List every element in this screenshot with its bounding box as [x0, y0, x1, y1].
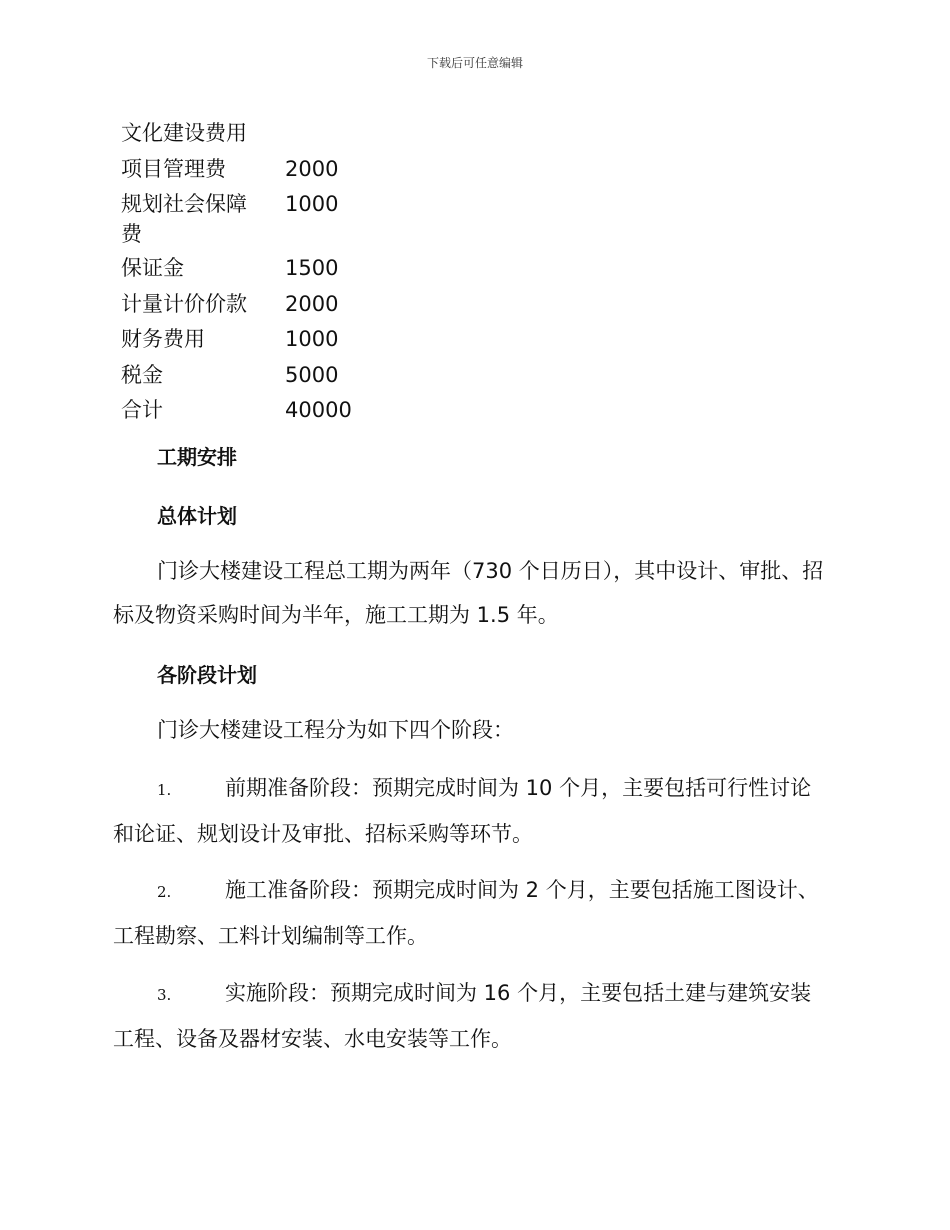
cost-value: 2000: [285, 156, 339, 181]
cost-value: 2000: [285, 291, 339, 316]
cost-table-title-row: [121, 116, 381, 152]
cost-row: [121, 287, 381, 323]
page-header: 下载后可任意编辑: [426, 56, 523, 70]
cost-name: 财务费用: [121, 327, 205, 351]
section-heading-schedule: 工期安排: [157, 445, 237, 469]
phase-text: 施工准备阶段：预期完成时间为 2 个月，主要包括施工图设计、工程勘察、工料计划编制等工作。: [113, 878, 819, 948]
cost-table-title: 文化建设费用: [121, 121, 247, 145]
phase-number: 1.: [157, 781, 172, 799]
cost-value: 1000: [285, 327, 339, 351]
cost-row: [121, 358, 381, 394]
phase-number: 3.: [157, 986, 172, 1004]
cost-table: [121, 116, 381, 429]
cost-name: 计量计价价款: [121, 291, 247, 316]
cost-row: [121, 251, 381, 287]
phase-intro-paragraph: 门诊大楼建设工程分为如下四个阶段：: [157, 718, 514, 742]
phase-text: 前期准备阶段：预期完成时间为 10 个月，主要包括可行性讨论和论证、规划设计及审批、招标采购等环节。: [113, 776, 812, 846]
cost-row: [121, 322, 381, 358]
overall-paragraph: 门诊大楼建设工程总工期为两年（730 个日历日），其中设计、审批、招标及物资采购时间为半年，施工工期为 1.5 年。: [113, 559, 824, 627]
section-heading-overall: 总体计划: [157, 504, 237, 528]
phase-text: 实施阶段：预期完成时间为 16 个月，主要包括土建与建筑安装工程、设备及器材安装、水电安装等工作。: [113, 981, 812, 1051]
cost-name: 保证金: [121, 256, 184, 280]
phase-list-item: [113, 868, 828, 958]
phase-list-item: [113, 766, 828, 856]
cost-row: [121, 187, 381, 251]
cost-name: 规划社会保障费: [121, 192, 247, 246]
cost-name: 项目管理费: [121, 156, 226, 181]
cost-row: [121, 152, 381, 188]
phase-list-item: [113, 971, 828, 1061]
cost-name: 税金: [121, 362, 163, 387]
cost-row-total: [121, 393, 381, 429]
cost-value: 1500: [285, 256, 339, 280]
phase-number: 2.: [157, 883, 172, 901]
cost-value: 1000: [285, 192, 339, 216]
section-heading-phases: 各阶段计划: [157, 663, 257, 687]
cost-name: 合计: [121, 398, 163, 422]
cost-value: 5000: [285, 362, 339, 387]
cost-value: 40000: [285, 398, 352, 422]
